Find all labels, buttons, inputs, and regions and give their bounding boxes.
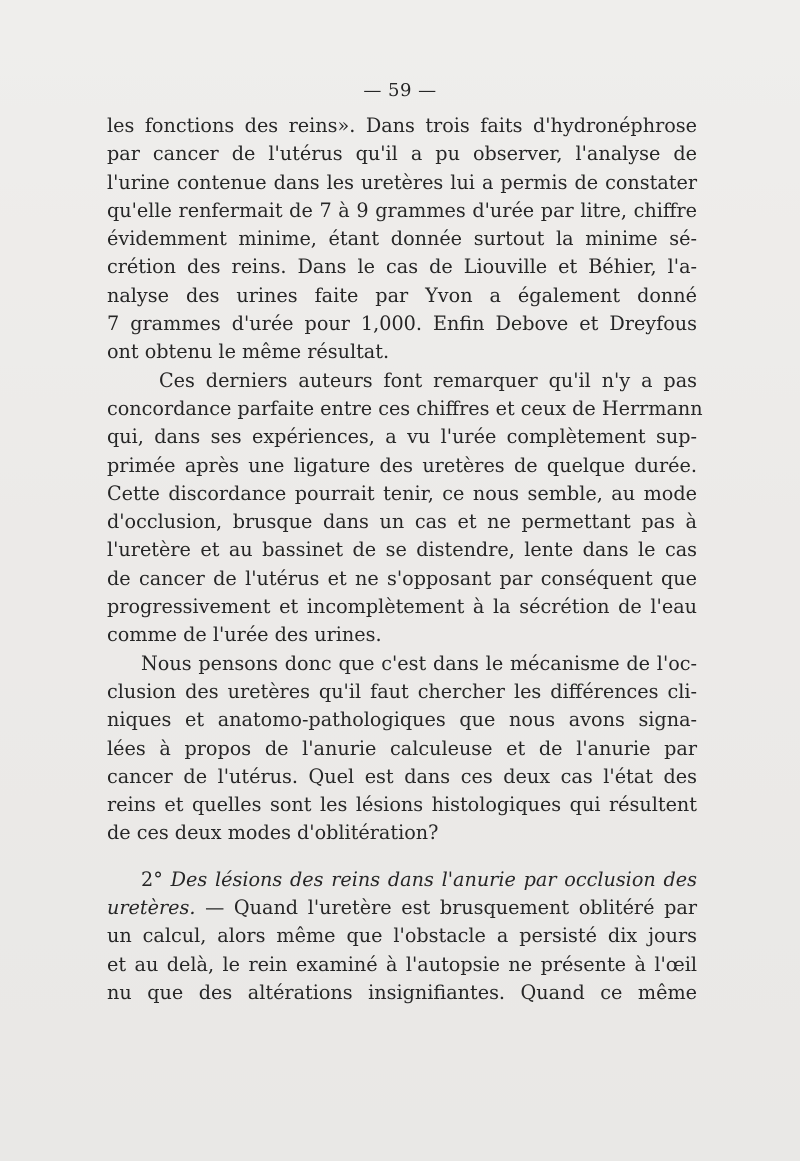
body-text xyxy=(107,112,703,1007)
text-line: et au delà, le rein examiné à l'autopsie ne présente à l'œil xyxy=(107,952,697,976)
text-line: 7 grammes d'urée pour 1,000. Enfin Debove et Dreyfous xyxy=(107,312,697,336)
text-line: nalyse des urines faite par Yvon a également donné xyxy=(107,283,697,307)
text-line: niques et anatomo-pathologiques que nous avons signa- xyxy=(107,708,697,732)
text-line: les fonctions des reins». Dans trois faits d'hydronéphrose xyxy=(107,114,697,137)
paragraph-gap xyxy=(107,848,697,866)
text-line: ont obtenu le même résultat. xyxy=(107,340,390,364)
text-line: Nous pensons donc que c'est dans le mécanisme de l'oc- xyxy=(141,651,697,675)
text-line: primée après une ligature des uretères de quelque durée. xyxy=(107,453,697,477)
text-line: clusion des uretères qu'il faut chercher les différences cli- xyxy=(107,679,697,703)
section-number: 2° xyxy=(141,867,163,891)
text-line: de cancer de l'utérus et ne s'opposant par conséquent que xyxy=(107,566,697,590)
section-title: Des lésions des reins dans l'anurie par occlusion des xyxy=(170,867,697,891)
section-heading-line xyxy=(107,866,697,894)
text-line: un calcul, alors même que l'obstacle a persisté dix jours xyxy=(107,924,697,948)
text-line: lées à propos de l'anurie calculeuse et de l'anurie par xyxy=(107,736,697,760)
text-line: qu'elle renfermait de 7 à 9 grammes d'urée par litre, chiffre xyxy=(107,198,697,222)
text-line: nu que des altérations insignifiantes. Quand ce même xyxy=(107,980,697,1004)
text-line: Ces derniers auteurs font remarquer qu'il n'y a pas xyxy=(159,368,697,392)
section-heading-line-2 xyxy=(107,894,697,922)
text-line: comme de l'urée des urines. xyxy=(107,623,382,647)
text-line: l'uretère et au bassinet de se distendre, lente dans le cas xyxy=(107,538,697,562)
text-line: l'urine contenue dans les uretères lui a permis de constater xyxy=(107,170,697,194)
text-line: évidemment minime, étant donnée surtout la minime sé- xyxy=(107,227,697,251)
text-line: par cancer de l'utérus qu'il a pu observer, l'analyse de xyxy=(107,142,697,166)
text-line: crétion des reins. Dans le cas de Liouville et Béhier, l'a- xyxy=(107,255,697,279)
text-line: cancer de l'utérus. Quel est dans ces deux cas l'état des xyxy=(107,764,697,788)
section-text: — Quand l'uretère est brusquement oblitéré par xyxy=(205,896,697,920)
text-line: qui, dans ses expériences, a vu l'urée complètement sup- xyxy=(107,425,697,449)
text-line: de ces deux modes d'oblitération? xyxy=(107,821,439,845)
text-line: progressivement et incomplètement à la sécrétion de l'eau xyxy=(107,595,697,619)
text-line: Cette discordance pourrait tenir, ce nous semble, au mode xyxy=(107,481,697,505)
section-title-continued: uretères. xyxy=(107,896,196,920)
page-number: — 59 — xyxy=(363,80,437,101)
text-line: d'occlusion, brusque dans un cas et ne permettant pas à xyxy=(107,510,697,534)
text-line: reins et quelles sont les lésions histologiques qui résultent xyxy=(107,793,697,817)
text-line: concordance parfaite entre ces chiffres et ceux de Herrmann xyxy=(107,396,703,420)
